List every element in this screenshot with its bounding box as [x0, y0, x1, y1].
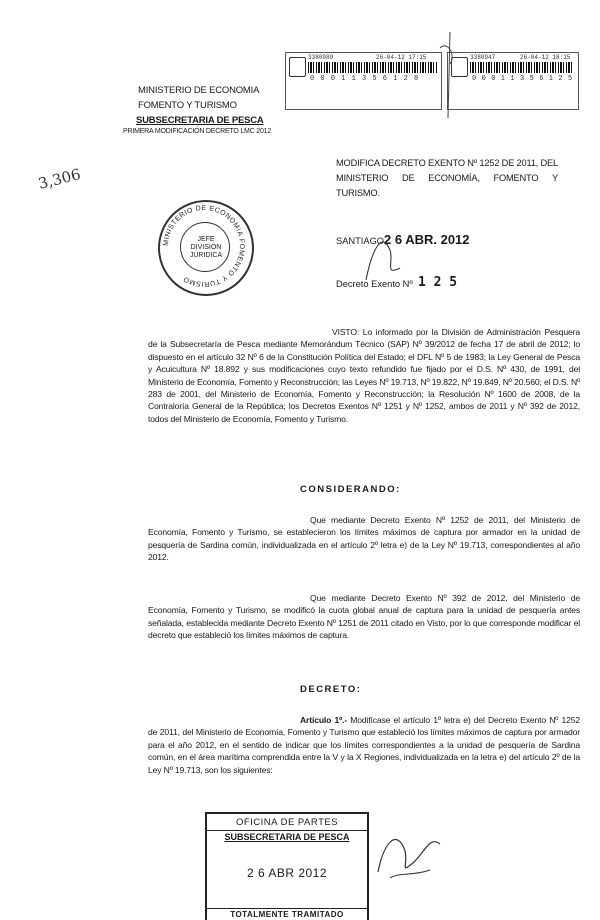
decree-number-value: 1 2 5: [418, 275, 458, 290]
stamp-divider: [207, 830, 367, 831]
stamp-divider: [207, 908, 367, 909]
considerando-heading: CONSIDERANDO:: [300, 484, 401, 495]
barcode-left-timestamp: 26-04-12 17:15: [376, 54, 427, 61]
seal-center-line-2: DIVISION: [190, 244, 222, 251]
signature-initial-icon: [360, 220, 410, 290]
seal-ring-text: MINISTERIO DE ECONOMIA FOMENTO Y TURISMO: [162, 204, 246, 288]
visto-paragraph: VISTO: Lo informado por la División de Administración Pesquera de la Subsecretaría de Pesca mediante Memorándum Técnico (SAP) Nº 39/2012 de fecha 17 de abril de 2012; lo dispuesto en el artículo 32 Nº 6 de la Constitución Política del Estado; el DFL Nº 5 de 1983; la Ley General de Pesca y Acuicultura Nº 18.892 y sus modificaciones cuyo texto refundido fue fijado por el D.S. Nº 430, de 1991, del Ministerio de Economía, Fomento y Reconstrucción; las Leyes Nº 19.713, Nº 19.822, Nº 19.849, Nº 20.560; el D.S. Nº 283 de 2001, del Ministerio de Economía, Fomento y Reconstrucción; la Resolución Nº 1600 de 2008, de la Contraloría General de la República; los Decretos Exentos Nº 1251 y Nº 1252, ambos de 2011 y Nº 392 de 2012, todos del Ministerio de Economía, Fomento y Turismo.: [148, 327, 580, 424]
articulo-1-paragraph: [148, 714, 580, 776]
barcode-right-id: 3380947: [470, 54, 496, 61]
signature-scribble-icon: [370, 822, 450, 884]
stamp-line-1: OFICINA DE PARTES: [235, 817, 339, 828]
stamp-line-2: SUBSECRETARIA DE PESCA: [224, 832, 350, 842]
seal-center: [160, 236, 252, 260]
stamp-date: 2 6 ABR 2012: [246, 866, 328, 880]
stamp-bottom-text: TOTALMENTE TRAMITADO: [230, 910, 344, 919]
chile-crest-icon: [289, 57, 306, 77]
decreto-heading: DECRETO:: [300, 684, 362, 695]
barcode-right-bars: [470, 62, 574, 73]
barcode-label-left: [285, 52, 442, 110]
ministry-line-1: MINISTERIO DE ECONOMIA: [138, 85, 260, 96]
ministry-line-2: FOMENTO Y TURISMO: [138, 100, 237, 111]
ministry-seal: [158, 200, 254, 296]
decree-date: 2 6 ABR. 2012: [384, 232, 470, 247]
articulo-1-text: Modifícase el artículo 1º letra e) del Decreto Exento Nº 1252 de 2011, del Ministerio de Economía, Fomento y Turismo que estableció los límites máximos de captura por armador para el año 2012, en el sentido de indicar que los límites correspondientes a la unidad de pesquería de Sardina común, en el área marítima comprendida entre la V y la X Regiones, individualizada en la letra e) del artículo 2º de la Ley Nº 19.713, son los siguientes:: [148, 715, 580, 775]
considerando-paragraph-1: Que mediante Decreto Exento Nº 1252 de 2011, del Ministerio de Economía, Fomento y Turismo, se establecieron los límites máximos de captura por armador en la unidad de pesquería de Sardina común, individualizada en el artículo 2º letra e) de la Ley Nº 19.713, correspondientes al año 2012.: [148, 515, 580, 563]
subsecretaria-title: SUBSECRETARIA DE PESCA: [136, 115, 264, 126]
seal-center-line-1: JEFE: [197, 236, 215, 243]
signature-mark-icon: [430, 30, 470, 120]
barcode-left-bars: [308, 62, 437, 73]
barcode-right-number: 0 0 0 1 1 3 5 6 1 2 5: [472, 75, 573, 83]
decree-subject: MODIFICA DECRETO EXENTO Nº 1252 DE 2011, DEL MINISTERIO DE ECONOMÍA, FOMENTO Y TURISMO.: [336, 158, 558, 198]
decree-number-label: Decreto Exento Nº: [336, 279, 413, 289]
barcode-left-number: 0 0 0 1 1 3 5 6 1 2 8: [310, 75, 420, 83]
barcode-left-id: 3380980: [308, 54, 334, 61]
seal-center-line-3: JURIDICA: [189, 252, 223, 259]
considerando-paragraph-2: Que mediante Decreto Exento Nº 392 de 2012, del Ministerio de Economía, Fomento y Turismo, se modificó la cuota global anual de captura para la unidad de pesquería antes señalada, establecida mediante Decreto Exento Nº 1251 de 2011 citado en Visto, por lo que corresponde modificar el decreto que estableció los límites máximos de captura.: [148, 593, 580, 641]
barcode-right-timestamp: 26-04-12 18:15: [520, 54, 571, 61]
handwritten-margin-note: 3,306: [36, 165, 83, 193]
reception-stamp: [205, 812, 369, 920]
modification-note: PRIMERA MODIFICACIÓN DECRETO LMC 2012: [123, 128, 272, 135]
articulo-1-label: Artículo 1º.-: [300, 715, 348, 725]
place-label: SANTIAGO,: [336, 236, 387, 246]
